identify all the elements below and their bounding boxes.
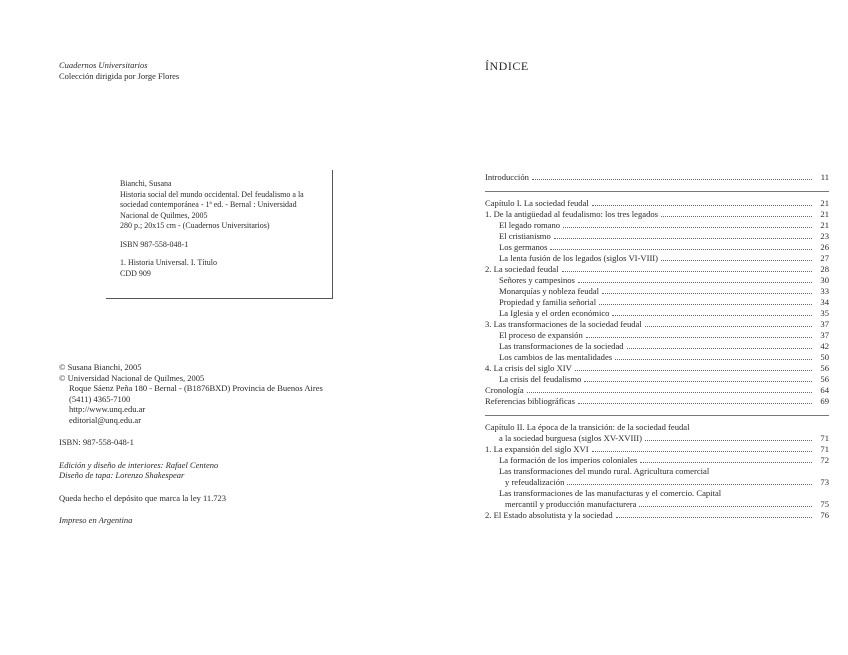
toc-chapter: Capítulo II. La época de la transición: de la sociedad feudal [485, 422, 690, 432]
table-of-contents [485, 168, 829, 521]
toc-entry: 1. La expansión del siglo XVI 71 [485, 444, 829, 454]
publisher-email: editorial@unq.edu.ar [69, 414, 142, 425]
catalog-author: Bianchi, Susana [120, 179, 172, 188]
copyright-publisher: © Universidad Nacional de Quilmes, 2005 [59, 372, 205, 383]
toc-entry: Propiedad y familia señorial 34 [499, 297, 829, 307]
catalog-cdd: CDD 909 [120, 268, 151, 278]
toc-entry: El legado romano 21 [499, 220, 829, 230]
toc-entry: 2. La sociedad feudal 28 [485, 264, 829, 274]
toc-entry: 2. El Estado absolutista y la sociedad 76 [485, 510, 829, 520]
toc-entry: Las transformaciones del mundo rural. Agricultura comercial [499, 466, 710, 476]
publisher-website: http://www.unq.edu.ar [69, 404, 146, 414]
toc-entry: La formación de los imperios coloniales 72 [499, 455, 829, 465]
toc-entry: La crisis del feudalismo 56 [499, 374, 829, 384]
toc-entry-cont: mercantil y producción manufacturera 75 [505, 499, 829, 509]
toc-entry: Monarquías y nobleza feudal 33 [499, 286, 829, 296]
interior-design-credit: Edición y diseño de interiores: Rafael Centeno [59, 459, 219, 470]
toc-entry: Señores y campesinos 30 [499, 275, 829, 285]
toc-entry: Referencias bibliográficas 69 [485, 396, 829, 406]
toc-entry: La lenta fusión de los legados (siglos VI-VIII) 27 [499, 253, 829, 263]
toc-entry-cont: y refeudalización 73 [505, 477, 829, 487]
catalog-isbn: ISBN 987-558-048-1 [120, 239, 189, 249]
catalog-physical: 280 p.; 20x15 cm - (Cuadernos Universitarios) [120, 221, 270, 230]
toc-entry: La Iglesia y el orden económico 35 [499, 308, 829, 318]
publisher-phone: (5411) 4365-7100 [69, 393, 131, 404]
toc-entry: 4. La crisis del siglo XIV 56 [485, 363, 829, 373]
toc-entry: Las transformaciones de las manufacturas y el comercio. Capital [499, 488, 722, 498]
toc-chapter-cont: a la sociedad burguesa (siglos XV-XVIII) 71 [499, 433, 829, 443]
series-director: Colección dirigida por Jorge Flores [59, 71, 180, 81]
publisher-address: Roque Sáenz Peña 180 - Bernal - (B1876BXD) Provincia de Buenos Aires [69, 383, 323, 393]
catalog-record [106, 170, 333, 299]
index-page [424, 0, 848, 655]
catalog-description: Historia social del mundo occidental. Del feudalismo a la sociedad contemporánea - 1ª ed. - Bernal : Universidad Nacional de Quilmes, 2005 [120, 189, 304, 220]
toc-entry: Los germanos 26 [499, 242, 829, 252]
cover-design-credit: Diseño de tapa: Lorenzo Shakespear [59, 470, 185, 480]
toc-entry: El proceso de expansión 37 [499, 330, 829, 340]
series-info [59, 60, 179, 82]
toc-entry: Introducción 11 [485, 172, 829, 182]
index-title: ÍNDICE [485, 59, 529, 73]
imprint-isbn: ISBN: 987-558-048-1 [59, 437, 134, 447]
copyright-author: © Susana Bianchi, 2005 [59, 362, 142, 372]
toc-chapter: Capítulo I. La sociedad feudal 21 [485, 198, 829, 208]
toc-entry: El cristianismo 23 [499, 231, 829, 241]
toc-entry: Cronología 64 [485, 385, 829, 395]
toc-entry: 1. De la antigüedad al feudalismo: los tres legados 21 [485, 209, 829, 219]
toc-entry: 3. Las transformaciones de la sociedad feudal 37 [485, 319, 829, 329]
toc-entry: Las transformaciones de la sociedad 42 [499, 341, 829, 351]
catalog-subject: 1. Historia Universal. I. Título [120, 258, 217, 267]
legal-deposit: Queda hecho el depósito que marca la ley 11.723 [59, 492, 227, 503]
printed-in: Impreso en Argentina [59, 515, 133, 525]
toc-entry: Los cambios de las mentalidades 50 [499, 352, 829, 362]
imprint [59, 362, 359, 538]
series-title: Cuadernos Universitarios [59, 60, 148, 70]
